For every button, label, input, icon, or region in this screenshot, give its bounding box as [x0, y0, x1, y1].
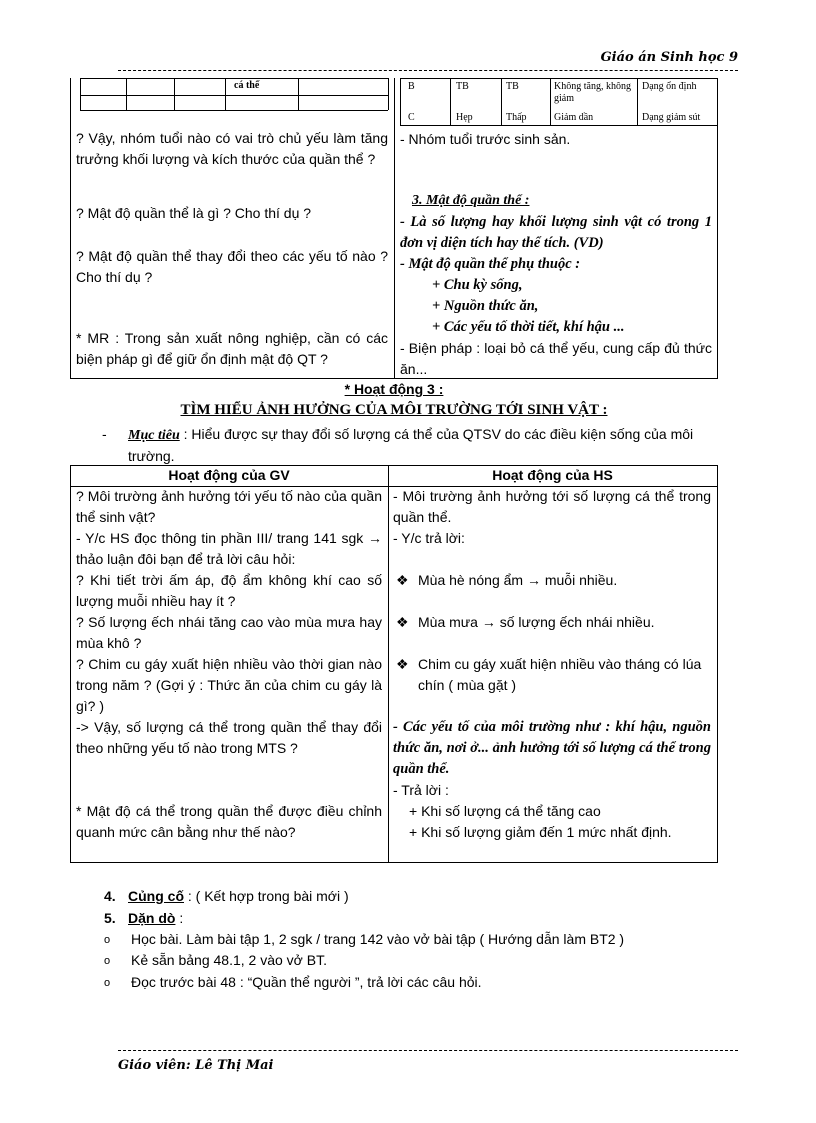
objective-text: : Hiểu được sự thay đổi số lượng cá thể của QTSV do các điều kiện sống của môi trường.	[128, 426, 694, 464]
activity3-label-text: * Hoạt động 3 :	[344, 381, 444, 397]
gv-q-balance: * Mật độ cá thể trong quần thể được điều chỉnh quanh mức cân bằng như thế nào?	[76, 803, 382, 840]
border-left	[70, 78, 71, 378]
diamond-bullet-icon: ❖	[396, 614, 409, 630]
rt-r2-c3: Thấp	[506, 112, 527, 123]
border-middle	[394, 78, 395, 378]
gv-q-factors: -> Vậy, số lượng cá thể trong quần thể thay đổi theo những yếu tố nào trong MTS ?	[76, 719, 382, 756]
gv-q1: ? Môi trường ảnh hưởng tới yếu tố nào của quần thể sinh vật?	[76, 488, 382, 525]
density-dependence: - Mật độ quần thể phụ thuộc :	[400, 256, 581, 272]
factor-food-source: + Nguồn thức ăn,	[432, 298, 539, 314]
item5-number: 5.	[104, 910, 116, 926]
answer-age-group: - Nhóm tuổi trước sinh sản.	[400, 131, 571, 147]
item4-text: : ( Kết hợp trong bài mới )	[184, 888, 349, 904]
mini-cell-text: cá thể	[234, 80, 260, 91]
header-title: Giáo án Sinh học 9	[600, 50, 738, 65]
task-read-ahead: Đọc trước bài 48 : “Quần thể người ”, trả lời các câu hỏi.	[131, 974, 482, 990]
header-hs: Hoạt động của HS	[492, 467, 613, 483]
rt-r2-c5: Dạng giảm sút	[642, 112, 701, 123]
objective-dash: -	[102, 426, 107, 442]
hs-bullet-frog: Mùa mưa → số lượng ếch nhái nhiều.	[418, 614, 655, 630]
item4-label: Củng cố	[128, 888, 184, 904]
gv-q-mosquito: ? Khi tiết trời ấm áp, độ ẩm không khí cao số lượng muỗi nhiều hay ít ?	[76, 572, 382, 609]
item5-label: Dặn dò	[128, 910, 176, 926]
task-draw-table: Kẻ sẵn bảng 48.1, 2 vào vở BT.	[131, 952, 327, 968]
header-divider	[118, 70, 738, 71]
factor-life-cycle: + Chu kỳ sống,	[432, 277, 523, 293]
hs-a1: - Môi trường ảnh hưởng tới số lượng cá thể trong quần thể.	[393, 488, 711, 525]
question-density-def: ? Mật độ quần thể là gì ? Cho thí dụ ?	[76, 205, 312, 221]
activity3-label	[70, 379, 718, 400]
item5-text: :	[175, 910, 184, 926]
hs-a2: - Y/c trả lời:	[393, 530, 465, 546]
item4-line	[128, 886, 349, 907]
circle-bullet-icon: o	[104, 934, 111, 946]
gv-instruction: - Y/c HS đọc thông tin phần III/ trang 141 sgk → thảo luận đôi bạn để trả lời câu hỏi:	[76, 530, 382, 567]
teacher-name: Giáo viên: Lê Thị Mai	[118, 1058, 274, 1073]
rt-r1-c5: Dạng ổn định	[642, 81, 697, 92]
task-homework: Học bài. Làm bài tập 1, 2 sgk / trang 142 vào vở bài tập ( Hướng dẫn làm BT2 )	[131, 931, 625, 947]
gv-q-frog: ? Số lượng ếch nhái tăng cao vào mùa mưa hay mùa khô ?	[76, 614, 382, 651]
gv-q-dove: ? Chim cu gáy xuất hiện nhiều vào thời gian nào trong năm ? (Gợi ý : Thức ăn của chim cu gáy là gì? )	[76, 656, 382, 714]
question-density-factors: ? Mật độ quần thể thay đổi theo các yếu tố nào ? Cho thí dụ ?	[76, 248, 388, 285]
hs-a4: + Khi số lượng cá thể tăng cao	[409, 803, 601, 819]
activity3-title: TÌM HIỂU ẢNH HƯỞNG CỦA MÔI TRƯỜNG TỚI SINH VẬT :	[180, 402, 608, 418]
rt-r2-c2: Hẹp	[456, 112, 473, 123]
circle-bullet-icon: o	[104, 977, 111, 989]
circle-bullet-icon: o	[104, 955, 111, 967]
objective-line	[128, 424, 718, 467]
hs-a5: + Khi số lượng giảm đến 1 mức nhất định.	[409, 824, 672, 840]
header-gv: Hoạt động của GV	[168, 467, 290, 483]
rt-r1-c4: Không tăng, không giảm	[554, 81, 631, 104]
rt-r2-c4: Giảm dần	[554, 112, 594, 123]
diamond-bullet-icon: ❖	[396, 656, 409, 672]
density-measures: - Biện pháp : loại bỏ cá thể yếu, cung cấp đủ thức ăn...	[400, 340, 712, 377]
hs-conclusion: - Các yếu tố của môi trường như : khí hậu, nguồn thức ăn, nơi ở... ảnh hưởng tới số lượng cá thể trong quần thể.	[393, 719, 711, 777]
density-definition: - Là số lượng hay khối lượng sinh vật có trong 1 đơn vị diện tích hay thể tích. (VD)	[400, 214, 712, 251]
item4-number: 4.	[104, 888, 116, 904]
objective-label: Mục tiêu	[128, 428, 180, 443]
rt-r1-c1: B	[408, 81, 415, 92]
rt-r1-c2: TB	[456, 81, 469, 92]
density-heading: 3. Mật độ quần thể :	[412, 193, 530, 208]
rt-r1-c3: TB	[506, 81, 519, 92]
rt-r2-c1: C	[408, 112, 415, 123]
item5-line	[128, 908, 183, 929]
question-density-measures: * MR : Trong sản xuất nông nghiệp, cần có các biện pháp gì để giữ ổn định mật độ QT ?	[76, 330, 388, 367]
hs-bullet-mosquito: Mùa hè nóng ẩm → muỗi nhiều.	[418, 572, 618, 588]
factor-weather: + Các yếu tố thời tiết, khí hậu ...	[432, 319, 625, 335]
question-age-group: ? Vậy, nhóm tuổi nào có vai trò chủ yếu làm tăng trưởng khối lượng và kích thước của quần thể ?	[76, 130, 388, 167]
footer-divider	[118, 1050, 738, 1051]
hs-bullet-dove: Chim cu gáy xuất hiện nhiều vào tháng có lúa chín ( mùa gặt )	[418, 656, 702, 693]
border-right	[717, 78, 718, 378]
hs-a3: - Trả lời :	[393, 782, 449, 798]
diamond-bullet-icon: ❖	[396, 572, 409, 588]
